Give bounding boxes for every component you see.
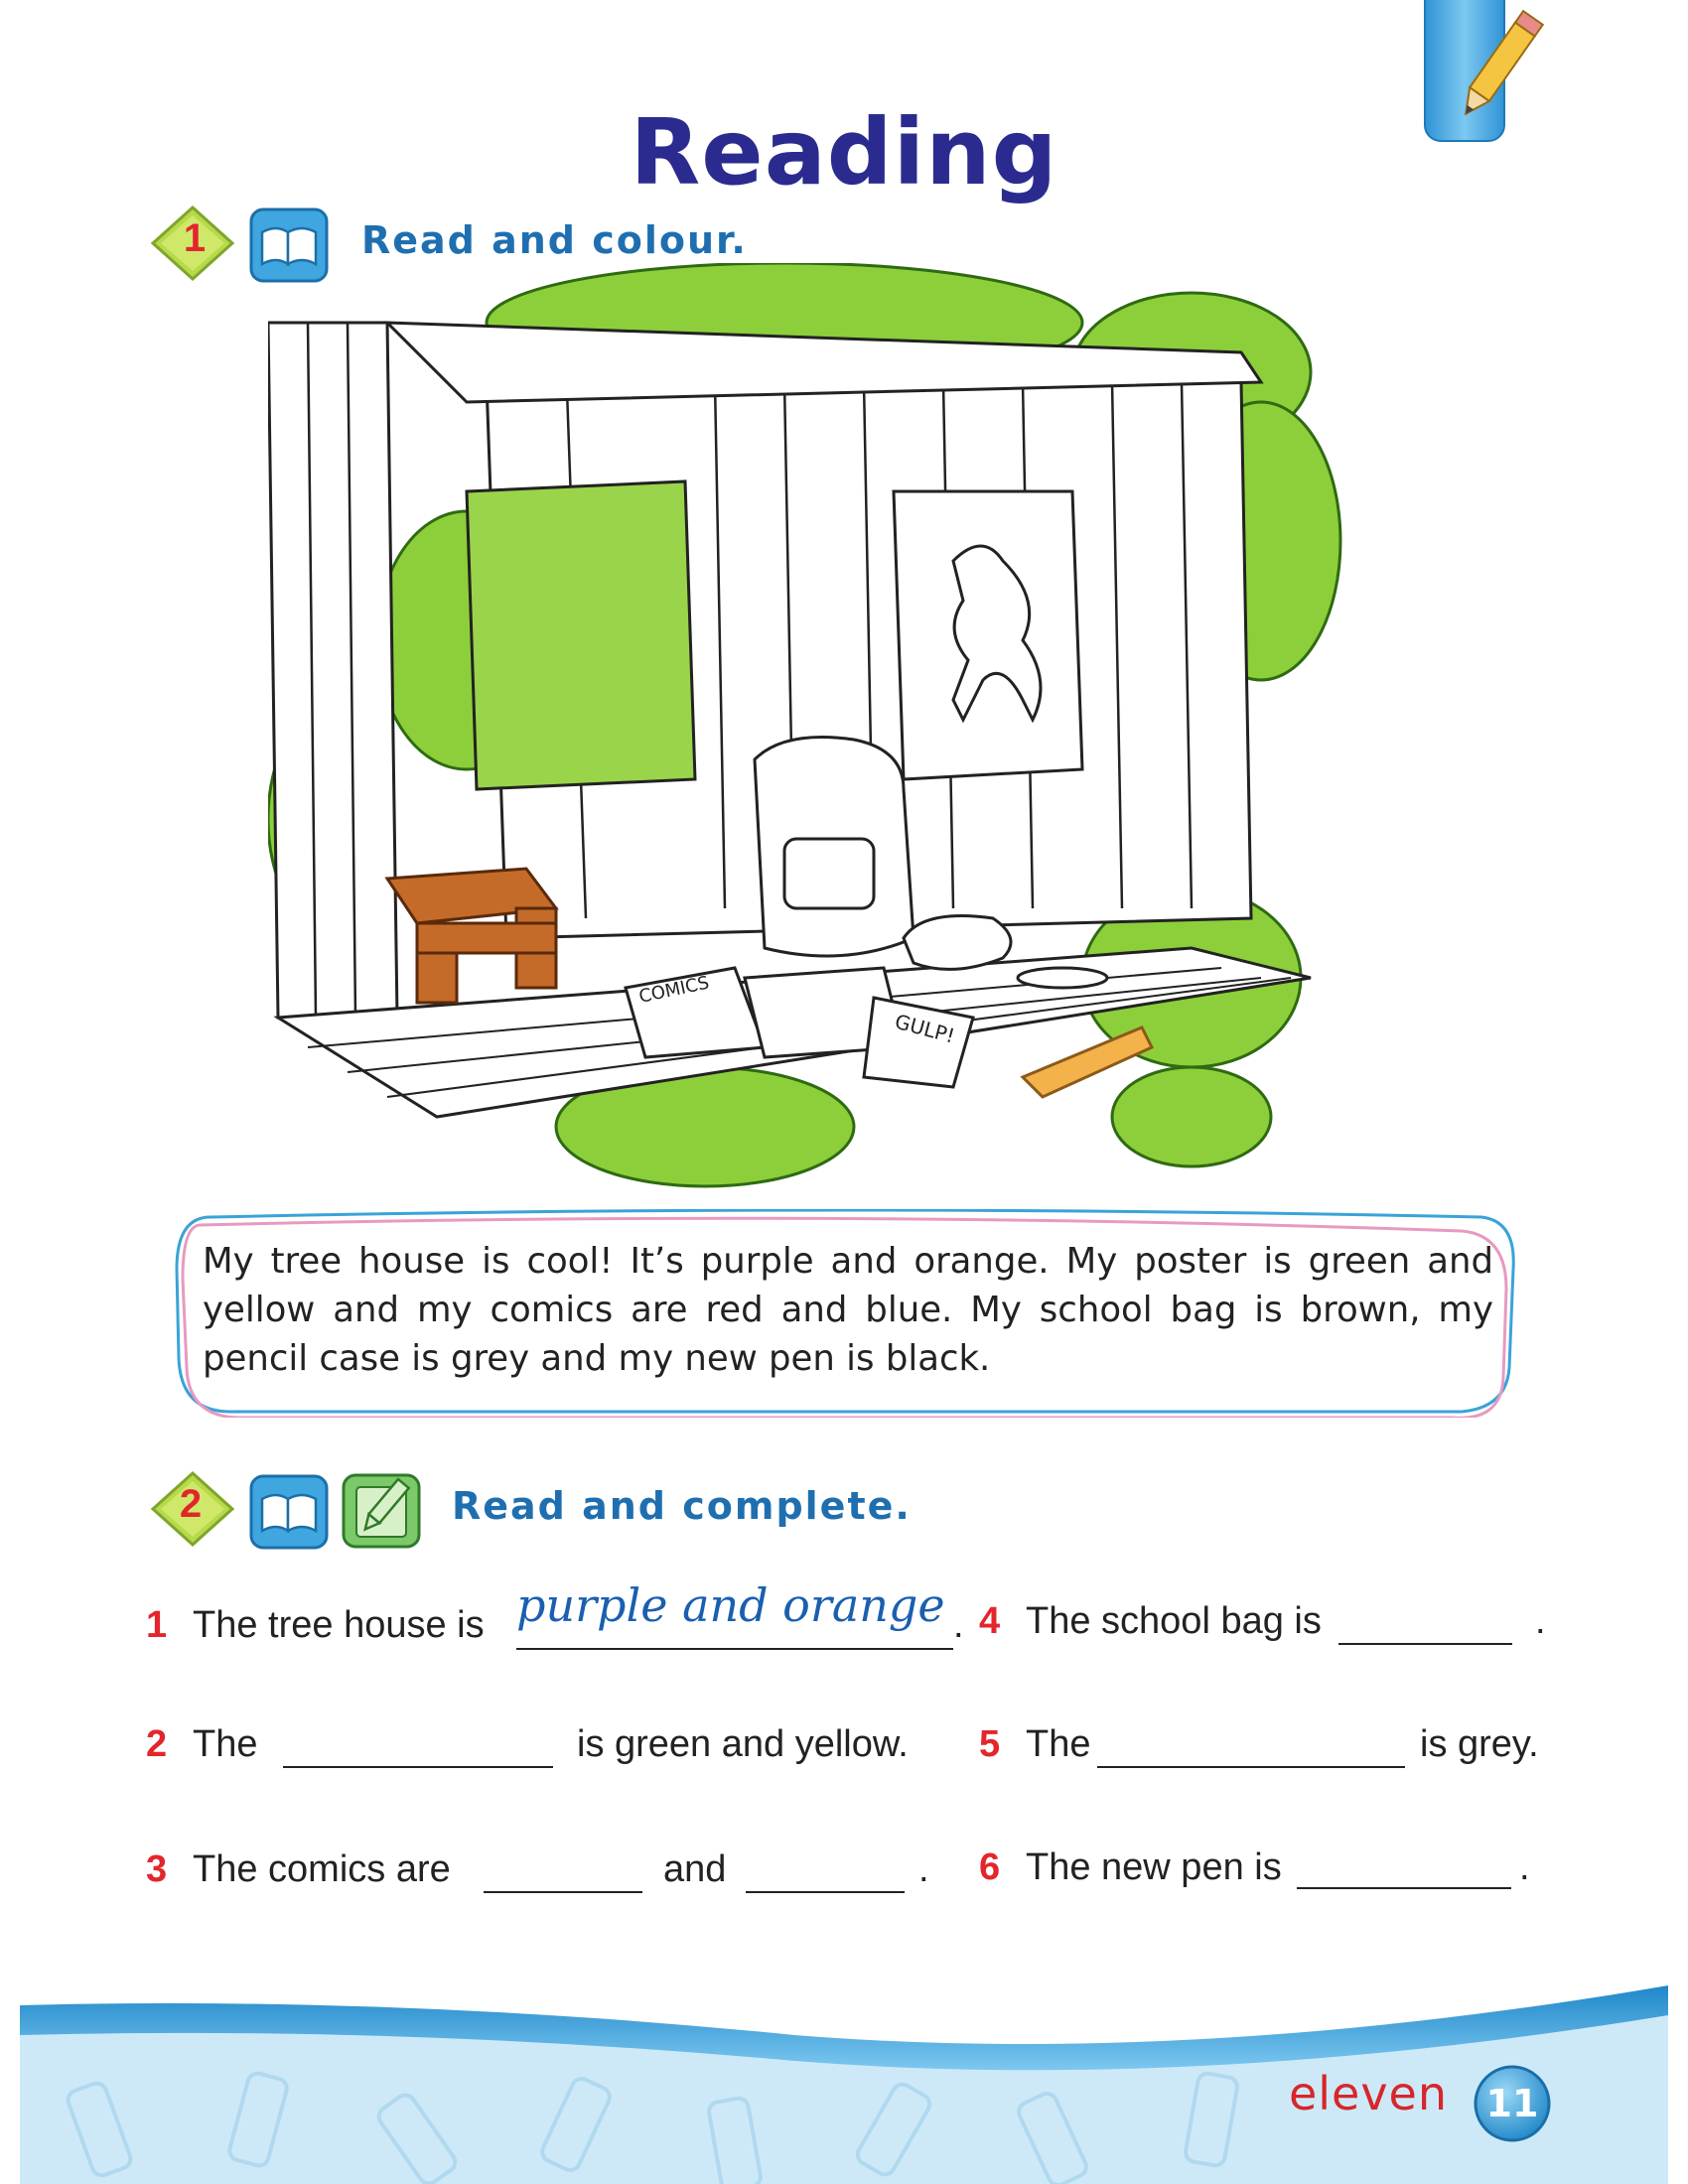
item-text: The [193,1723,258,1765]
answer-line[interactable] [1338,1643,1512,1645]
tree-house-illustration [268,263,1400,1206]
exercise-number: 2 [179,1482,203,1526]
item-text: The comics are [193,1848,451,1890]
page-word: eleven [1288,2067,1448,2120]
item-end: . [1535,1600,1546,1642]
comic-title-label: COMICS [636,972,712,1008]
item-number: 3 [146,1848,168,1890]
item-text: The [1026,1723,1091,1765]
item-text: The new pen is [1026,1846,1282,1888]
item-text: and [663,1848,727,1890]
answer-line[interactable] [1297,1887,1511,1889]
answer-line [516,1648,953,1650]
answer-line[interactable] [283,1766,553,1768]
page-title: Reading [630,99,1058,205]
reading-passage: My tree house is cool! It’s purple and orange. My poster is green and yellow and my comics are red and blue. My school bag is brown, my pencil case is grey and my new pen is black. [203,1241,1493,1379]
item-text: The school bag is [1026,1600,1322,1642]
exercise-instruction: Read and complete. [452,1484,912,1528]
comic-gulp-label: GULP! [892,1009,958,1048]
item-end: . [953,1604,964,1646]
item-number: 5 [979,1723,1001,1765]
item-end: . [918,1848,929,1890]
book-icon [248,1473,330,1551]
example-answer: purple and orange [516,1578,945,1632]
exercise-instruction: Read and colour. [361,218,748,262]
item-number: 4 [979,1600,1001,1642]
page-number: 11 [1485,2082,1539,2125]
item-end: . [1519,1846,1530,1888]
item-number: 6 [979,1846,1001,1888]
exercise-number: 1 [183,216,207,260]
answer-line[interactable] [1097,1766,1405,1768]
answer-line[interactable] [484,1891,642,1893]
item-end: is grey. [1420,1723,1539,1765]
answer-line[interactable] [746,1891,905,1893]
item-number: 1 [146,1604,168,1646]
item-end: is green and yellow. [577,1723,909,1765]
item-number: 2 [146,1723,168,1765]
page-number-badge [1472,2063,1553,2144]
item-text: The tree house is [193,1604,485,1646]
pencil-paper-icon [341,1467,422,1551]
